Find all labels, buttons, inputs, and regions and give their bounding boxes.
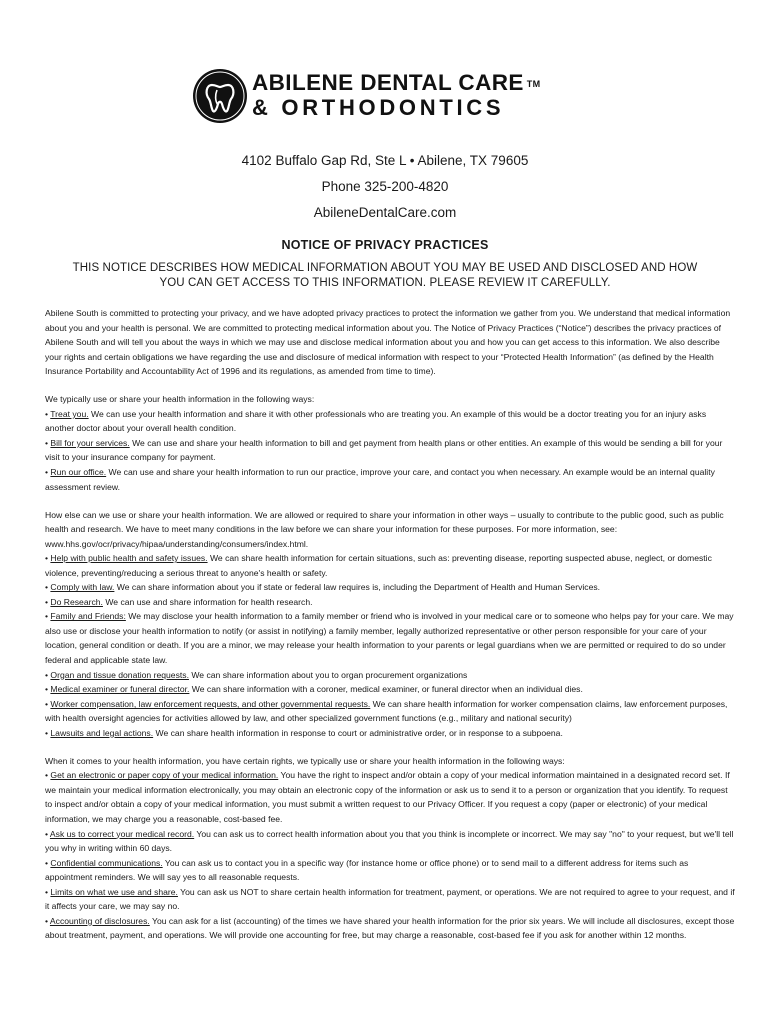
section-uses — [45, 392, 735, 494]
list-item: • Get an electronic or paper copy of your medical information. You have the right to inspect and/or obtain a copy of your medical information maintained in a designated record set. If we maintain your medical information electronically, you may obtain an electronic copy of the information or ask us to send it to a person or organization that you identify. To request to inspect and/or obtain a copy of your medical information, you must submit a written request to our Privacy Officer. If you request a copy (paper or electronic) of your medical information, we may charge you a reasonable, cost-based fee. — [45, 770, 730, 824]
intro-paragraph: Abilene South is committed to protecting your privacy, and we have adopted privacy practices to protect the information we gather from you. We understand that medical information about you and your health is personal. We are committed to protecting medical information about you. The Notice of Privacy Practices (“Notice”) describes the privacy practices of Abilene South and will tell you about the ways in which we may use and disclose medical information about you and how you can get access to this information. We also describe your rights and certain obligations we have regarding the use and disclosure of medical information with respect to your “Protected Health Information” (as defined by the Health Insurance Portability and Accountability Act of 1996 and its regulations, as amended from time to time). — [45, 308, 731, 377]
list-item: • Accounting of disclosures. You can ask for a list (accounting) of the times we have shared your health information for the prior six years. We will include all disclosures, except those about treatment, payment, and operations. We will provide one accounting for free, but may charge a reasonable, cost-based fee if you ask for another within 12 months. — [45, 915, 735, 941]
list-item: • Organ and tissue donation requests. We can share information about you to organ procurement organizations — [45, 669, 468, 680]
list-item: • Bill for your services. We can use and share your health information to bill and get payment from health plans or other entities. An example of this would be sending a bill for your visit to your insurance company for payment. — [45, 437, 723, 463]
list-item: • Family and Friends: We may disclose your health information to a family member or friend who is involved in your medical care or to someone who helps pay for your care. We may also use or disclose your health information to notify (or assist in notifying) a family member, legally authorized representative or other person responsible for your care of your location, general condition or death. If you are a minor, we may release your health information to your parents or legal guardians when we are permitted or required to do so under federal and applicable state law. — [45, 611, 734, 666]
logo — [192, 68, 592, 126]
list-item: • Comply with law. We can share information about you if state or federal law requires is, including the Department of Health and Human Services. — [45, 582, 601, 593]
list-item: • Limits on what we use and share. You can ask us NOT to share certain health information for treatment, payment, or operations. We are not required to agree to your request, and if it affects your care, we may say no. — [45, 886, 735, 912]
notice-subtitle: THIS NOTICE DESCRIBES HOW MEDICAL INFORMATION ABOUT YOU MAY BE USED AND DISCLOSED AND HOW YOU CAN GET ACCESS TO THIS INFORMATION. PLEASE REVIEW IT CAREFULLY. — [72, 262, 698, 289]
section-lead: We typically use or share your health information in the following ways: — [45, 394, 315, 405]
logo-subname: & ORTHODONTICS — [252, 95, 505, 120]
section-lead: When it comes to your health information, you have certain rights, we typically use or share your health information in the following ways: — [45, 755, 565, 766]
notice-title: NOTICE OF PRIVACY PRACTICES — [281, 238, 489, 252]
phone: Phone 325-200-4820 — [321, 179, 449, 194]
list-item: • Do Research. We can use and share information for health research. — [45, 596, 313, 607]
trademark: TM — [526, 79, 541, 89]
section-other-uses — [45, 508, 735, 741]
list-item: • Confidential communications. You can ask us to contact you in a specific way (for instance home or office phone) or to send mail to a different address for items such as appointment reminders. We will say yes to all reasonable requests. — [45, 857, 689, 883]
list-item: • Medical examiner or funeral director. We can share information with a coroner, medical examiner, or funeral director when an individual dies. — [45, 684, 583, 695]
section-lead: How else can we use or share your health information. We are allowed or required to share your information in other ways – usually to contribute to the public good, such as public health and research. We have to meet many conditions in the law before we can share your information for these purposes. For more information, see: www.hhs.gov/ocr/privacy/hipaa/understanding/consumers/index.html. — [45, 509, 724, 549]
list-item: • Treat you. We can use your health information and share it with other professionals who are treating you. An example of this would be a doctor treating you for an injury asks another doctor about your overall health condition. — [45, 408, 707, 434]
list-item: • Ask us to correct your medical record. You can ask us to correct health information about you that you think is incomplete or incorrect. We may say "no" to your request, but we'll tell you why in writing within 60 days. — [45, 828, 734, 854]
section-rights — [45, 754, 735, 943]
tooth-logo-icon — [192, 68, 248, 124]
address: 4102 Buffalo Gap Rd, Ste L • Abilene, TX 79605 — [241, 153, 529, 168]
list-item: • Run our office. We can use and share your health information to run our practice, improve your care, and contact you when necessary. An example would be an internal quality assessment review. — [45, 466, 715, 492]
website-link[interactable]: AbileneDentalCare.com — [313, 205, 457, 220]
list-item: • Help with public health and safety issues. We can share health information for certain situations, such as: preventing disease, reporting suspected abuse, neglect, or domestic violence, preventing/reducing a serious threat to anyone's health or safety. — [45, 553, 712, 578]
list-item: • Lawsuits and legal actions. We can share health information in response to court or administrative order, or in response to a subpoena. — [45, 727, 563, 738]
list-item: • Worker compensation, law enforcement requests, and other governmental requests. We can share health information for worker compensation claims, law enforcement purposes, with health oversight agencies for activities allowed by law, and other specialized government functions (e.g., military and national security) — [45, 698, 728, 724]
logo-name: ABILENE DENTAL CARE ™ — [252, 70, 541, 95]
notice-body — [45, 306, 735, 956]
